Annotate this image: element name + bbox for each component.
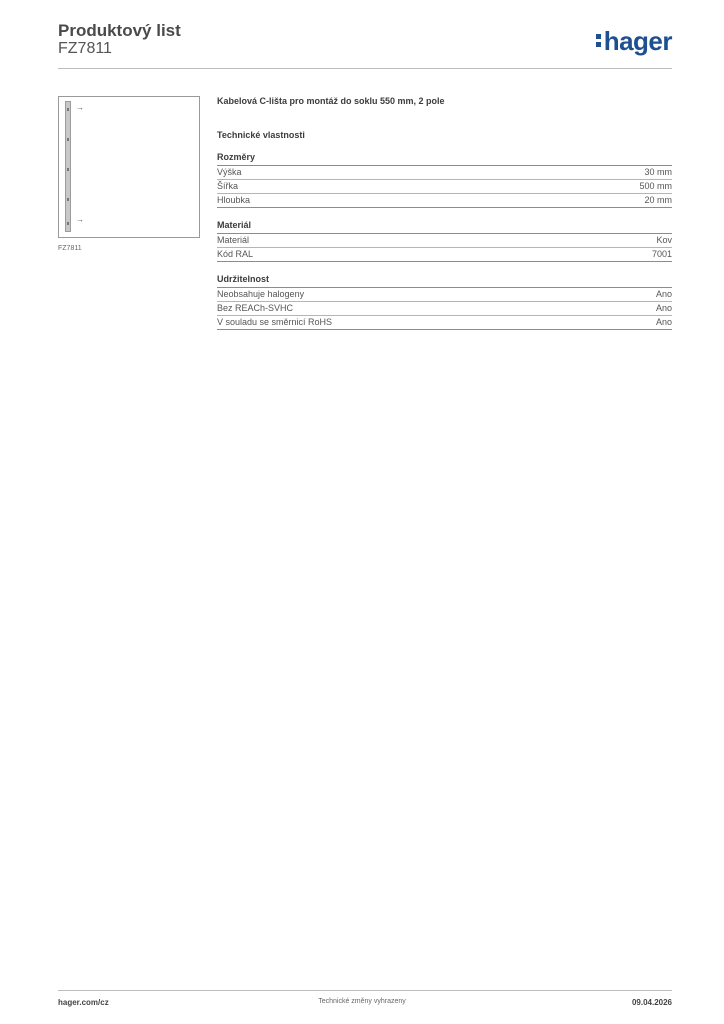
dimension-arrow-icon: →	[76, 103, 84, 112]
spec-row	[217, 166, 672, 180]
spec-value: Ano	[655, 289, 672, 299]
spec-group-material	[217, 220, 672, 262]
spec-group-sustainability	[217, 274, 672, 330]
footer-website-link[interactable]: hager.com/cz	[58, 998, 109, 1007]
footer-note: Technické změny vyhrazeny	[318, 998, 406, 1005]
spec-group-title: Udržitelnost	[217, 274, 672, 288]
dimension-arrow-icon: →	[76, 215, 84, 224]
spec-value: 20 mm	[644, 195, 672, 205]
logo-text: hager	[603, 26, 672, 56]
spec-row	[217, 288, 672, 302]
spec-group-title: Rozměry	[217, 152, 672, 166]
spec-value: Kov	[656, 235, 672, 245]
footer-date: 09.04.2026	[631, 998, 672, 1007]
spec-row	[217, 234, 672, 248]
spec-label: Materiál	[217, 235, 250, 245]
product-description: Kabelová C-lišta pro montáž do soklu 550 mm, 2 pole	[217, 96, 445, 106]
spec-group-dimensions	[217, 152, 672, 208]
spec-row	[217, 180, 672, 194]
c-rail-icon	[65, 101, 71, 232]
spec-label: V souladu se směrnicí RoHS	[217, 317, 333, 327]
spec-label: Hloubka	[217, 195, 251, 205]
footer-divider	[58, 990, 672, 991]
section-title: Technické vlastnosti	[217, 130, 305, 140]
spec-label: Kód RAL	[217, 249, 254, 259]
product-code: FZ7811	[58, 40, 112, 57]
spec-row	[217, 302, 672, 316]
page-title: Produktový list	[58, 21, 181, 40]
product-details	[217, 96, 672, 330]
spec-value: 500 mm	[639, 181, 672, 191]
spec-label: Výška	[217, 167, 242, 177]
product-image	[58, 96, 200, 238]
spec-value: 30 mm	[644, 167, 672, 177]
spec-value: 7001	[651, 249, 672, 259]
spec-group-title: Materiál	[217, 220, 672, 234]
spec-label: Šířka	[217, 181, 239, 191]
spec-value: Ano	[655, 303, 672, 313]
spec-label: Bez REACh-SVHC	[217, 303, 294, 313]
header-divider	[58, 68, 672, 69]
spec-value: Ano	[655, 317, 672, 327]
spec-row	[217, 194, 672, 208]
spec-row	[217, 248, 672, 262]
logo-dots-icon	[596, 28, 604, 50]
spec-label: Neobsahuje halogeny	[217, 289, 305, 299]
spec-row	[217, 316, 672, 330]
hager-logo	[596, 28, 672, 54]
image-caption: FZ7811	[58, 245, 82, 252]
